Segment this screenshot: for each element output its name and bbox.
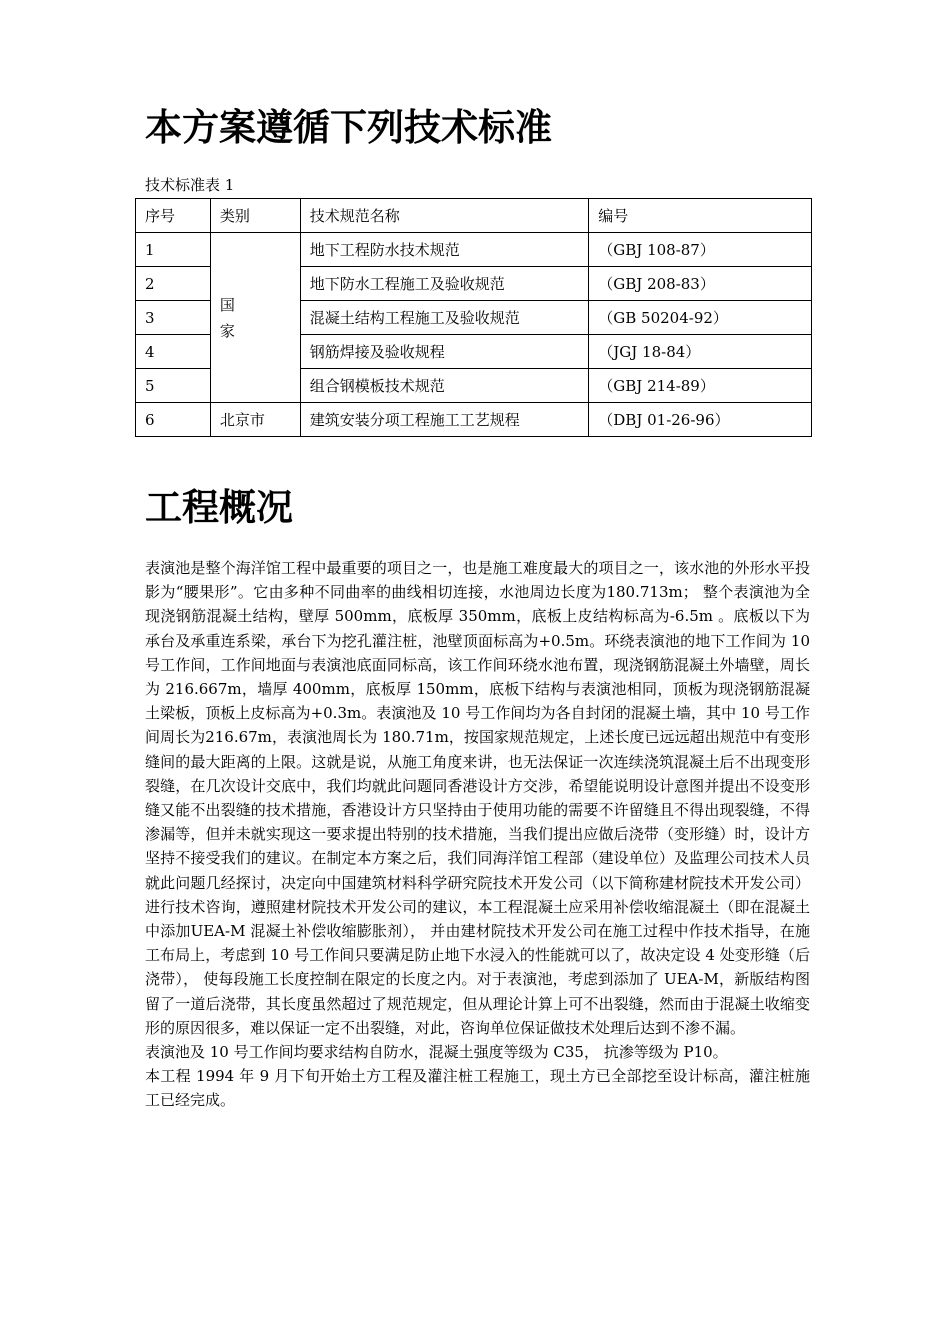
header-cell: 序号 bbox=[136, 199, 211, 233]
standard-code: （DBJ 01-26-96） bbox=[589, 403, 812, 437]
standard-code: （GBJ 214-89） bbox=[589, 369, 812, 403]
paragraph: 本工程 1994 年 9 月下旬开始土方工程及灌注桩工程施工，现土方已全部挖至设计标高，灌注桩施工已经完成。 bbox=[145, 1067, 810, 1110]
category-cell-beijing: 北京市 bbox=[210, 403, 300, 437]
row-number: 5 bbox=[136, 369, 211, 403]
table-caption: 技术标准表 1 bbox=[145, 176, 235, 194]
header-cell: 编号 bbox=[589, 199, 812, 233]
standard-name: 地下工程防水技术规范 bbox=[300, 233, 589, 267]
section-heading-overview: 工程概况 bbox=[145, 486, 293, 529]
category-char: 国 bbox=[219, 295, 235, 314]
standard-code: （JGJ 18-84） bbox=[589, 335, 812, 369]
standard-code: （GBJ 108-87） bbox=[589, 233, 812, 267]
table-row bbox=[136, 403, 812, 437]
standard-code: （GBJ 208-83） bbox=[589, 267, 812, 301]
overview-body bbox=[145, 556, 810, 1113]
standard-name: 建筑安装分项工程施工工艺规程 bbox=[300, 403, 589, 437]
row-number: 2 bbox=[136, 267, 211, 301]
paragraph: 表演池是整个海洋馆工程中最重要的项目之一，也是施工难度最大的项目之一，该水池的外形水平投影为“腰果形”。它由多种不同曲率的曲线相切连接，水池周边长度为180.713m； 整个表演池为全现浇钢筋混凝土结构，壁厚 500mm，底板厚 350mm，底板上皮结构标高为-6.5m 。底板以下为承台及承重连系梁，承台下为挖孔灌注桩，池壁顶面标高为+0.5m。环绕表演池的地下工作间为 10 号工作间，工作间地面与表演池底面同标高，该工作间环绕水池布置，现浇钢筋混凝土外墙壁，周长为 216.667m，墙厚 400mm，底板厚 150mm，底板下结构与表演池相同，顶板为现浇钢筋混凝土梁板，顶板上皮标高为+0.3m。表演池及 10 号工作间均为各自封闭的混凝土墙，其中 10 号工作间周长为216.67m，表演池周长为 180.71m，按国家规范规定，上述长度已远远超出规范中有变形缝间的最大距离的上限。这就是说，从施工角度来讲，也无法保证一次连续浇筑混凝土后不出现变形裂缝，在几次设计交底中，我们均就此问题同香港设计方交涉，希望能说明设计意图并提出不设变形缝又能不出裂缝的技术措施，香港设计方只坚持由于使用功能的需要不许留缝且不得出现裂缝，不得渗漏等，但并未就实现这一要求提出特别的技术措施，当我们提出应做后浇带（变形缝）时，设计方坚持不接受我们的建议。在制定本方案之后，我们同海洋馆工程部（建设单位）及监理公司技术人员就此问题几经探讨，决定向中国建筑材料科学研究院技术开发公司（以下简称建材院技术开发公司）进行技术咨询，遵照建材院技术开发公司的建议，本工程混凝土应采用补偿收缩混凝土（即在混凝土中添加UEA-M 混凝土补偿收缩膨胀剂）， 并由建材院技术开发公司在施工过程中作技术指导，在施工布局上，考虑到 10 号工作间只要满足防止地下水浸入的性能就可以了，故决定设 4 处变形缝（后浇带）， 使每段施工长度控制在限定的长度之内。对于表演池，考虑到添加了 UEA-M，新版结构图留了一道后浇带，其长度虽然超过了规范规定，但从理论计算上可不出裂缝，然而由于混凝土收缩变形的原因很多，难以保证一定不出裂缝，对此，咨询单位保证做技术处理后达到不渗不漏。 bbox=[145, 559, 810, 1037]
header-cell: 类别 bbox=[210, 199, 300, 233]
row-number: 4 bbox=[136, 335, 211, 369]
standard-name: 地下防水工程施工及验收规范 bbox=[300, 267, 589, 301]
standards-table bbox=[135, 198, 812, 437]
paragraph: 表演池及 10 号工作间均要求结构自防水，混凝土强度等级为 C35， 抗渗等级为 P10。 bbox=[145, 1043, 728, 1062]
standard-name: 组合钢模板技术规范 bbox=[300, 369, 589, 403]
category-char: 家 bbox=[219, 321, 235, 340]
header-cell: 技术规范名称 bbox=[300, 199, 589, 233]
table-header-row bbox=[136, 199, 812, 233]
table-row bbox=[136, 233, 812, 267]
category-cell-national bbox=[210, 233, 300, 403]
standard-code: （GB 50204-92） bbox=[589, 301, 812, 335]
section-heading-standards: 本方案遵循下列技术标准 bbox=[145, 106, 552, 149]
row-number: 6 bbox=[136, 403, 211, 437]
standard-name: 钢筋焊接及验收规程 bbox=[300, 335, 589, 369]
standard-name: 混凝土结构工程施工及验收规范 bbox=[300, 301, 589, 335]
row-number: 3 bbox=[136, 301, 211, 335]
row-number: 1 bbox=[136, 233, 211, 267]
